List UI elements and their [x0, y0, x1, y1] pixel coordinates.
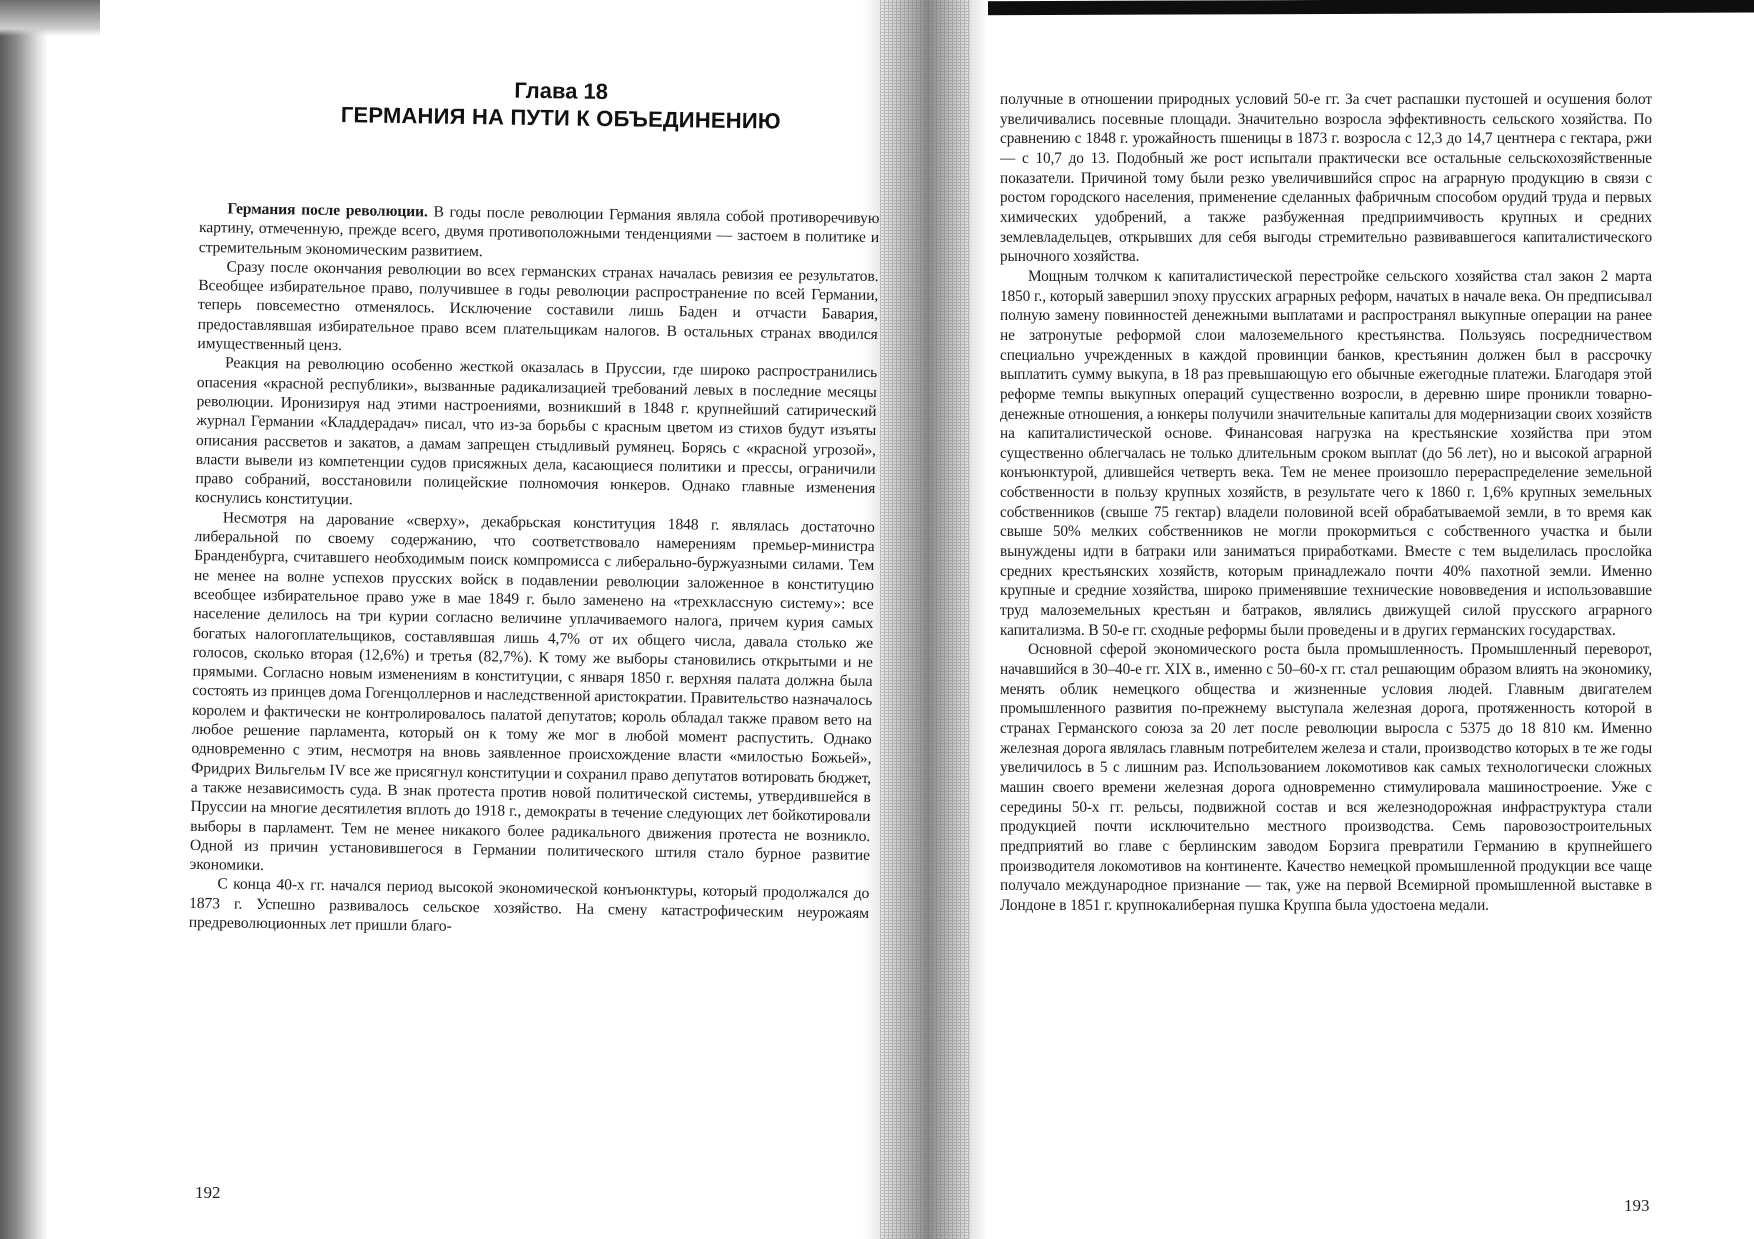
scan-corner-shadow	[0, 0, 100, 36]
page-number-right: 193	[1624, 1196, 1650, 1215]
gutter-texture	[880, 0, 970, 1239]
scan-top-edge	[900, 0, 1754, 15]
page-number-left: 192	[195, 1183, 221, 1202]
paragraph: получные в отношении природных условий 50-е гг. За счет распашки пустошей и осушения болот увеличивались посевные площади. Значительно возросла эффективность сельского хозяйства. По сравнению с 1848 г. урожайность пшеницы в 1873 г. возросла с 12,3 до 14,7 центнера с гектара, ржи — с 10,7 до 13. Подобный же рост испытали практически все остальные сельскохозяйственные показатели. Причиной тому были резко увеличившийся спрос на аграрную продукцию в связи с ростом городского населения, применение сделанных фабричным способом орудий труда и первых химических удобрений, а также разбуженная предприимчивость крупных и средних землевладельцев, открывших для себя выгоды стремительно развивавшегося капиталистического рыночного хозяйства.	[1000, 91, 1652, 266]
paragraph: С конца 40-х гг. начался период высокой экономической конъюнктуры, который продолжался до 1873 г. Успешно развивалось сельское хозяйство. На смену катастрофическим неурожаям предреволюционных лет пришли благо-	[188, 875, 870, 935]
paragraph-text: В годы после революции Германия являла собой противоречивую картину, отмеченную, прежде всего, двумя противоположными тенденциями — застоем в политике и стремительным экономическим развитием.	[198, 203, 880, 260]
scan-left-edge	[0, 0, 48, 1239]
paragraph: Основной сферой экономического роста была промышленность. Промышленный переворот, начавшийся в 30–40-е гг. XIX в., именно с 50–60-х гг. стал решающим образом влиять на экономику, менять облик немецкого общества и жизненные условия людей. Главным двигателем промышленного развития по-прежнему выступала железная дорога, протяженность которой в странах Германского союза за 20 лет после революции выросла с 5375 до 18 810 км. Именно железная дорога являлась главным потребителем железа и стали, производство которых в те же годы увеличилось в 5 с лишним раз. Использованием локомотивов как самых технологически сложных машин своего времени железная дорога одновременно стимулировала машиностроение. Уже с середины 50-х гг. рельсы, подвижной состав и вся железнодорожная инфраструктура стали продукцией почти исключительно местного производства. Семь паровозостроительных предприятий во главе с берлинским заводом Борзига превратили Германию в крупнейшего производителя локомотивов на континенте. Качество немецкой промышленной продукции все чаще получало международное признание — так, уже на первой Всемирной промышленной выставке в Лондоне в 1851 г. крупнокалиберная пушка Круппа была удостоена медали.	[1000, 641, 1652, 914]
chapter-heading	[201, 73, 882, 137]
chapter-number: Глава 18	[514, 77, 609, 105]
paragraph: Несмотря на дарование «сверху», декабрьская конституция 1848 г. являлась достаточно либеральной по своему содержанию, что соответствовало намерениям премьер-министра Бранденбурга, считавшего необходимым поиск компромисса с либерально-буржуазными силами. Тем не менее на волне успехов прусских войск в подавлении революции заложенное в конституцию всеобщее избирательное право уже в мае 1849 г. было заменено на «трехклассную систему»: все население делилось на три курии согласно величине уплачиваемого налога, причем курия самых богатых налогоплательщиков, составлявшая лишь 4,7% от их общего числа, давала столько же голосов, сколько вторая (12,6%) и третья (82,7%). К тому же выборы становились открытыми и не прямыми. Согласно новым изменениям в конституции, с января 1850 г. верхняя палата должна была состоять из принцев дома Гогенцоллернов и наследственной аристократии. Правительство назначалось королем и фактически не контролировалось палатой депутатов; король обладал также правом вето на любое решение парламента, который он к тому же мог в любой момент распустить. Однако одновременно с этим, несмотря на вновь заявленное происхождение власти «милостью Божьей», Фридрих Вильгельм IV все же присягнул конституции и сохранил право депутатов вотировать бюджет, а также независимость суда. В знак протеста против новой политической системы, утвердившейся в Пруссии на многие десятилетия вплоть до 1918 г., демократы в течение следующих лет бойкотировали выборы в парламент. Тем не менее никакого более радикального движения протеста не возникло. Одной из причин установившегося в Германии политического штиля стало бурное развитие экономики.	[189, 509, 875, 875]
right-page	[1000, 90, 1652, 916]
section-title: Германия после революции.	[227, 200, 428, 221]
paragraph: Мощным толчком к капиталистической перестройке сельского хозяйства стал закон 2 марта 1850 г., который завершил эпоху прусских аграрных реформ, начатых в начале века. Он предписывал полную замену повинностей денежными выплатами и распространял выкупные операции на ранее не затронутые реформой слои малоземельного крестьянства. Пользуясь посредничеством специально учрежденных в каждой провинции банков, крестьянин должен был в рассрочку выплатить сумму выкупа, в 18 раз превышающую его обычные ежегодные платежи. Благодаря этой реформе темпы выкупных операций существенно возросли, в деревню шире проникли товарно-денежные отношения, а юнкеры получили значительные капиталы для модернизации своих хозяйств на капиталистической основе. Финансовая нагрузка на крестьянские хозяйства при этом существенно облегчалась не только длительным сроком выплат (до 56 лет), но и высокой аграрной конъюнктурой, длившейся четверть века. Тем не менее произошло перераспределение земельной собственности в пользу крупных хозяйств, в результате чего к 1860 г. 1,6% крупных земельных собственников (свыше 75 гектар) владели половиной всей обрабатываемой земли, в то время как свыше 50% мелких собственников не могли прокормиться с собственного участка и были вынуждены идти в батраки или заниматься приработками. Вместе с тем выделилась прослойка средних крестьянских хозяйств, которым принадлежало почти 40% пахотной земли. Именно крупные и средние хозяйства, широко применявшие технические нововведения и использовавшие труд малоземельных крестьян и батраков, являлись движущей силой прусского аграрного капитализма. В 50-е гг. сходные реформы были проведены и в других германских государствах.	[1000, 267, 1652, 639]
paragraph: Сразу после окончания революции во всех германских странах началась ревизия ее результатов. Всеобщее избирательное право, получившее в годы революции распространение по всей Германии, теперь повсеместно отменялось. Исключение составили лишь Баден и отчасти Бавария, предоставлявшая избирательное право всем плательщикам налогов. В остальных странах вводился имущественный ценз.	[197, 258, 879, 355]
chapter-title: ГЕРМАНИЯ НА ПУТИ К ОБЪЕДИНЕНИЮ	[340, 102, 781, 134]
paragraph	[199, 199, 880, 267]
left-page	[189, 73, 882, 942]
paragraph: Реакция на революцию особенно жесткой оказалась в Пруссии, где широко распространились опасения «красной республики», вызванные радикализацией требований левых в последние месяцы революции. Иронизируя над этими настроениями, возникший в 1848 г. крупнейший сатирический журнал Германии «Кладдерадач» писал, что из-за борьбы с красным цветом из стихов будут изъяты описания рассветов и закатов, а дамам запрещен стыдливый румянец. Борясь с «красной угрозой», власти вывели из компетенции судов присяжных дела, касающиеся политики и прессы, ограничили право собраний, восстановили полицейские полномочия юнкеров. Однако главные изменения коснулись конституции.	[194, 354, 878, 509]
